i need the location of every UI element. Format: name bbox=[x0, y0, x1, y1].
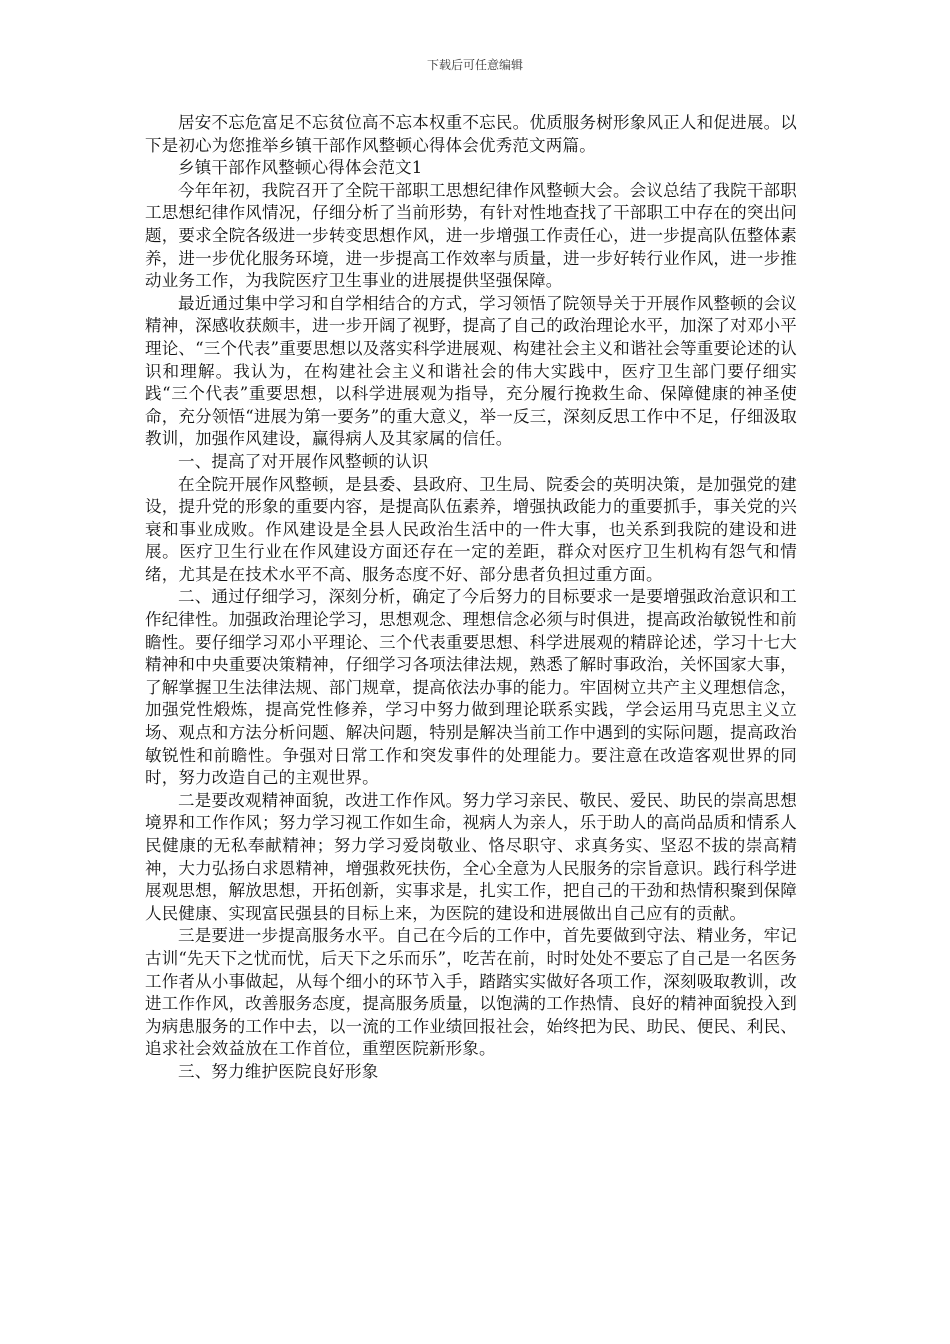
page-header-note: 下载后可任意编辑 bbox=[426, 58, 523, 72]
section-heading-three: 三、努力维护医院良好形象 bbox=[178, 1061, 379, 1081]
paragraph-study-reflection: 最近通过集中学习和自学相结合的方式，学习领悟了院领导关于开展作风整顿的会议精神，深感收获颇丰，进一步开阔了视野，提高了自己的政治理论水平，加深了对邓小平理论、“三个代表”重要思想以及落实科学进展观、构建社会主义和谐社会等重要论述的认识和理解。我认为，在构建社会主义和谐社会的伟大实践中，医疗卫生部门要仔细实践“三个代表”重要思想，以科学进展观为指导，充分履行挽救生命、保障健康的神圣使命，充分领悟“进展为第一要务”的重大意义，举一反三，深刻反思工作中不足，仔细汲取教训，加强作风建设，赢得病人及其家属的信任。 bbox=[145, 293, 797, 449]
paragraph-section-one: 在全院开展作风整顿，是县委、县政府、卫生局、院委会的英明决策，是加强党的建设，提升党的形象的重要内容，是提高队伍素养，增强执政能力的重要抓手，事关党的兴衰和事业成败。作风建设是全县人民政治生活中的一件大事，也关系到我院的建设和进展。医疗卫生行业在作风建设方面还存在一定的差距，群众对医疗卫生机构有怨气和情绪，尤其是在技术水平不高、服务态度不好、部分患者负担过重方面。 bbox=[145, 474, 797, 584]
intro-paragraph: 居安不忘危富足不忘贫位高不忘本权重不忘民。优质服务树形象风正人和促进展。以下是初心为您推举乡镇干部作风整顿心得体会优秀范文两篇。 bbox=[145, 113, 797, 155]
paragraph-work-style: 二是要改观精神面貌，改进工作作风。努力学习亲民、敬民、爱民、助民的崇高思想境界和工作作风；努力学习视工作如生命，视病人为亲人，乐于助人的高尚品质和情系人民健康的无私奉献精神；努力学习爱岗敬业、恪尽职守、求真务实、坚忍不拔的崇高精神，大力弘扬白求恩精神，增强救死扶伤，全心全意为人民服务的宗旨意识。践行科学进展观思想，解放思想，开拓创新，实事求是，扎实工作，把自己的干劲和热情积聚到保障人民健康、实现富民强县的目标上来，为医院的建设和进展做出自己应有的贡献。 bbox=[145, 790, 797, 923]
section-heading-one: 一、提高了对开展作风整顿的认识 bbox=[178, 451, 429, 471]
paragraph-section-two: 二、通过仔细学习，深刻分析，确定了今后努力的目标要求一是要增强政治意识和工作纪律性。加强政治理论学习，思想观念、理想信念必须与时俱进，提高政治敏锐性和前瞻性。要仔细学习邓小平理论、三个代表重要思想、科学进展观的精辟论述，学习十七大精神和中央重要决策精神，仔细学习各项法律法规，熟悉了解时事政治，关怀国家大事，了解掌握卫生法律法规、部门规章，提高依法办事的能力。牢固树立共产主义理想信念，加强党性煅炼，提高党性修养，学习中努力做到理论联系实践，学会运用马克思主义立场、观点和方法分析问题、解决问题，特别是解决当前工作中遇到的实际问题，提高政治敏锐性和前瞻性。争强对日常工作和突发事件的处理能力。要注意在改造客观世界的同时，努力改造自己的主观世界。 bbox=[145, 587, 797, 788]
document-body bbox=[145, 112, 797, 1084]
paragraph-service-level: 三是要进一步提高服务水平。自己在今后的工作中，首先要做到守法、精业务，牢记古训“先天下之忧而忧，后天下之乐而乐”，吃苦在前，时时处处不要忘了自己是一名医务工作者从小事做起，从每个细小的环节入手，踏踏实实做好各项工作，深刻吸取教训，改进工作作风，改善服务态度，提高服务质量，以饱满的工作热情、良好的精神面貌投入到为病患服务的工作中去，以一流的工作业绩回报社会，始终把为民、助民、便民、利民、追求社会效益放在工作首位，重塑医院新形象。 bbox=[145, 926, 797, 1059]
essay-title: 乡镇干部作风整顿心得体会范文1 bbox=[178, 158, 423, 178]
paragraph-meeting-summary: 今年年初，我院召开了全院干部职工思想纪律作风整顿大会。会议总结了我院干部职工思想纪律作风情况，仔细分析了当前形势，有针对性地查找了干部职工中存在的突出问题，要求全院各级进一步转变思想作风，进一步增强工作责任心，进一步提高队伍整体素养，进一步优化服务环境，进一步提高工作效率与质量，进一步好转行业作风，进一步推动业务工作，为我院医疗卫生事业的进展提供坚强保障。 bbox=[145, 180, 797, 291]
